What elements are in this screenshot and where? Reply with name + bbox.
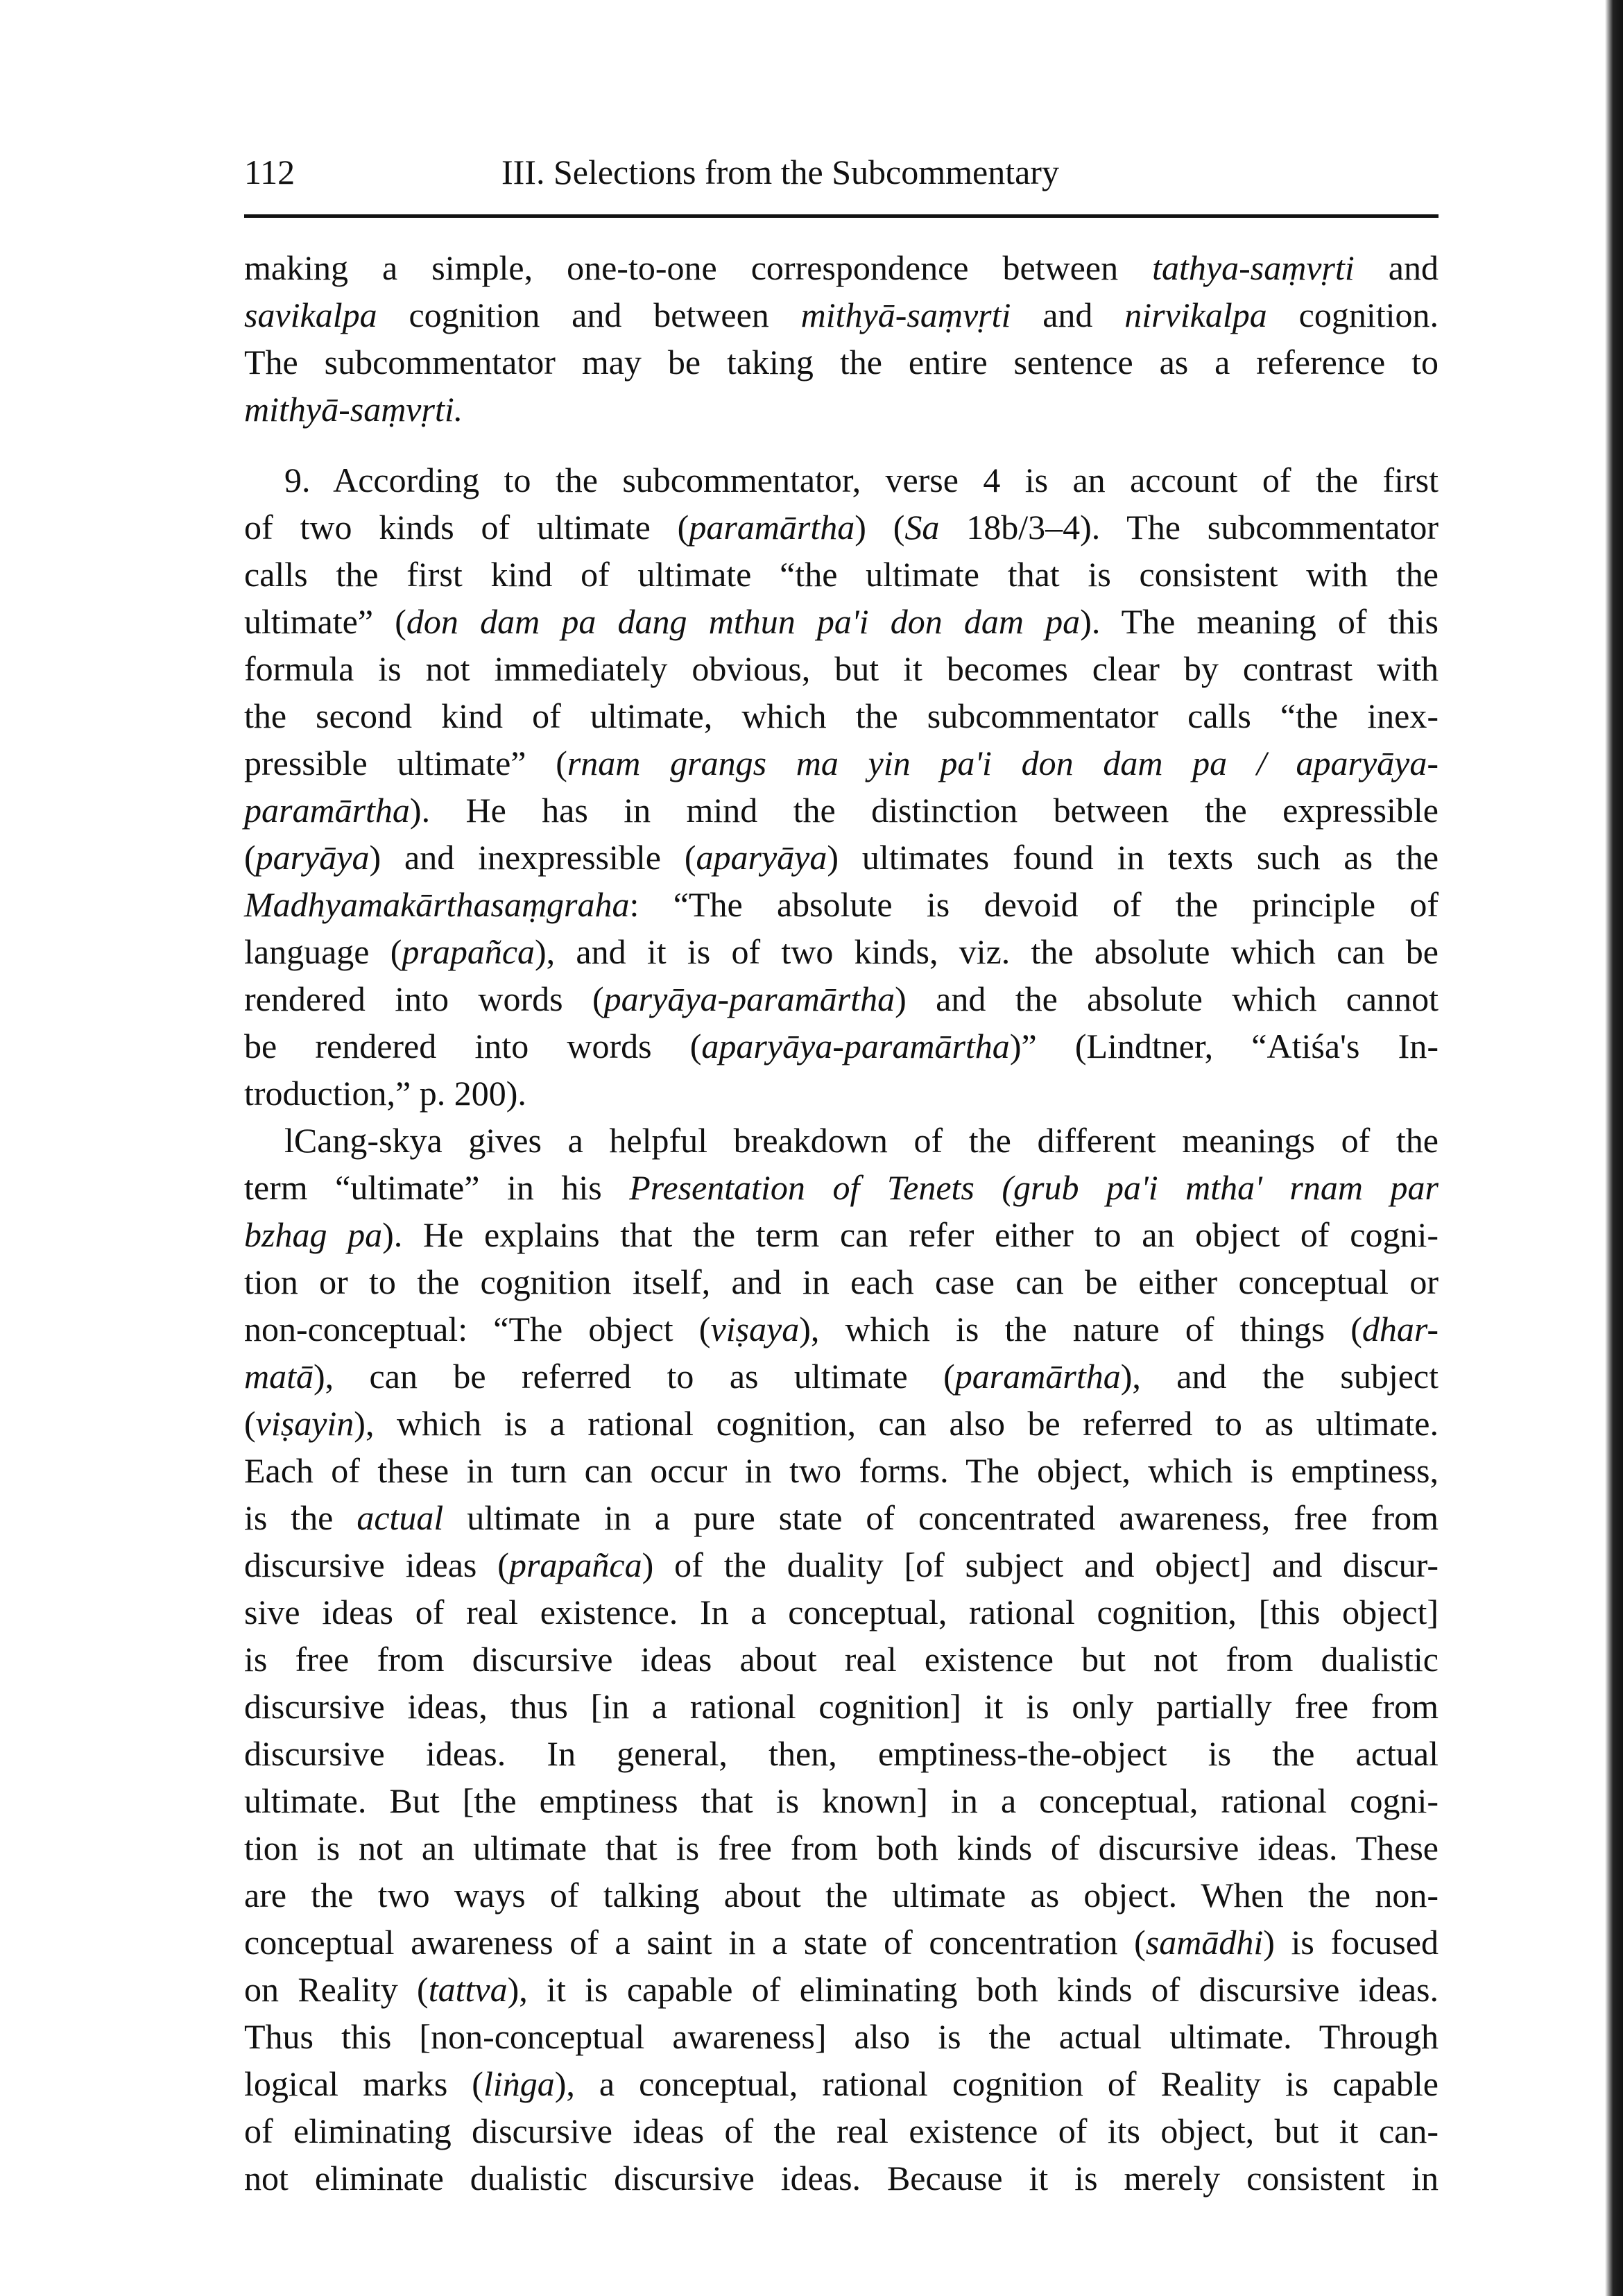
text-line — [244, 1211, 1439, 1258]
italic-term: paramārtha — [689, 508, 855, 547]
text-line — [244, 645, 1439, 692]
text-run: on Reality ( — [244, 1970, 429, 2009]
paragraph — [244, 244, 1439, 433]
text-run: making a simple, one-to-one correspondence between — [244, 248, 1153, 287]
text-line — [244, 975, 1439, 1022]
italic-term: samādhi — [1145, 1923, 1264, 1962]
text-run: the second kind of ultimate, which the subcommentator calls “the inex- — [244, 696, 1439, 735]
text-run: language ( — [244, 932, 402, 971]
text-run: ) and the absolute which cannot — [895, 979, 1439, 1018]
text-line — [244, 456, 1439, 504]
italic-term: Presentation of Tenets (grub pa'i mtha' rnam par — [629, 1168, 1439, 1207]
text-line — [244, 1117, 1439, 1164]
text-run: formula is not immediately obvious, but it becomes clear by contrast with — [244, 649, 1439, 688]
text-run: is free from discursive ideas about real existence but not from dualistic — [244, 1640, 1439, 1679]
text-line — [244, 2013, 1439, 2060]
text-line — [244, 1588, 1439, 1636]
italic-term: actual — [357, 1498, 444, 1537]
text-run: 18b/3–4). The subcommentator — [939, 508, 1439, 547]
running-title: III. Selections from the Subcommentary — [501, 153, 1059, 191]
text-run: of two kinds of ultimate ( — [244, 508, 689, 547]
text-run: ), a conceptual, rational cognition of Reality is capable — [554, 2064, 1439, 2103]
text-line — [244, 2154, 1439, 2202]
page-number: 112 — [244, 153, 295, 191]
text-line — [244, 1966, 1439, 2013]
text-line — [244, 244, 1439, 291]
text-line — [244, 1447, 1439, 1494]
text-run: ), which is the nature of things ( — [799, 1310, 1362, 1348]
text-run: cognition and between — [377, 295, 801, 334]
text-line — [244, 1730, 1439, 1777]
italic-term: savikalpa — [244, 295, 377, 334]
text-run: logical marks ( — [244, 2064, 483, 2103]
text-line — [244, 692, 1439, 739]
text-line — [244, 787, 1439, 834]
text-line — [244, 1919, 1439, 1966]
italic-term: don dam pa dang mthun pa'i don dam pa — [406, 602, 1081, 641]
text-run: ) ultimates found in texts such as the — [827, 838, 1439, 877]
text-line — [244, 1871, 1439, 1919]
text-line — [244, 386, 1439, 433]
italic-term: viṣaya — [710, 1310, 800, 1348]
text-run: Each of these in turn can occur in two forms. The object, which is emptiness, — [244, 1451, 1439, 1490]
text-line — [244, 1683, 1439, 1730]
text-line — [244, 1494, 1439, 1541]
italic-term: Sa — [904, 508, 940, 547]
italic-term: Madhyamakārthasaṃgraha — [244, 885, 630, 924]
text-run: is the — [244, 1498, 357, 1537]
italic-term: viṣayin — [255, 1404, 354, 1443]
text-line — [244, 1305, 1439, 1353]
text-run: rendered into words ( — [244, 979, 604, 1018]
text-line — [244, 881, 1439, 928]
italic-term: prapañca — [402, 932, 535, 971]
italic-term: paramārtha — [244, 791, 410, 830]
italic-term: rnam grangs ma yin pa'i don dam pa / aparyāya- — [567, 744, 1439, 782]
text-run: tion or to the cognition itself, and in each case can be either conceptual or — [244, 1262, 1439, 1301]
text-run: troduction,” p. 200). — [244, 1074, 526, 1113]
italic-term: paryāya — [255, 838, 370, 877]
text-line — [244, 739, 1439, 787]
text-line — [244, 1070, 1439, 1117]
text-line — [244, 928, 1439, 975]
text-run: ). He has in mind the distinction between the expressible — [409, 791, 1439, 830]
text-run: ) of the duality [of subject and object] and discur- — [642, 1545, 1439, 1584]
italic-term: paramārtha — [954, 1357, 1121, 1396]
text-run: ) is focused — [1263, 1923, 1439, 1962]
text-line — [244, 834, 1439, 881]
text-run: discursive ideas, thus [in a rational cognition] it is only partially free from — [244, 1687, 1439, 1726]
text-line — [244, 1353, 1439, 1400]
italic-term: prapañca — [508, 1545, 642, 1584]
text-run: ). He explains that the term can refer either to an object of cogni- — [382, 1215, 1439, 1254]
text-run: ultimate in a pure state of concentrated awareness, free from — [443, 1498, 1439, 1537]
text-line — [244, 598, 1439, 645]
text-line — [244, 291, 1439, 339]
body-text — [244, 244, 1439, 2225]
text-run: lCang-skya gives a helpful breakdown of the different meanings of the — [284, 1121, 1439, 1160]
text-run: )” (Lindtner, “Atiśa's In- — [1009, 1027, 1439, 1065]
text-line — [244, 551, 1439, 598]
text-run: be rendered into words ( — [244, 1027, 702, 1065]
header-rule — [244, 214, 1439, 218]
text-run: calls the first kind of ultimate “the ultimate that is consistent with the — [244, 555, 1439, 594]
text-run: ), can be referred to as ultimate ( — [314, 1357, 955, 1396]
italic-term: mithyā-saṃvṛti. — [244, 390, 463, 429]
text-run: conceptual awareness of a saint in a state of concentration ( — [244, 1923, 1146, 1962]
text-run: cognition. — [1266, 295, 1439, 334]
text-run: ( — [244, 1404, 256, 1443]
text-run: 9. According to the subcommentator, verse 4 is an account of the first — [284, 461, 1439, 499]
italic-term: paryāya-paramārtha — [603, 979, 895, 1018]
text-run: discursive ideas. In general, then, emptiness-the-object is the actual — [244, 1734, 1439, 1773]
text-run: ). The meaning of this — [1080, 602, 1439, 641]
text-line — [244, 339, 1439, 386]
text-run: ), it is capable of eliminating both kinds of discursive ideas. — [507, 1970, 1439, 2009]
text-run: non-conceptual: “The object ( — [244, 1310, 711, 1348]
text-line — [244, 1824, 1439, 1871]
text-line — [244, 1636, 1439, 1683]
text-run: discursive ideas ( — [244, 1545, 509, 1584]
text-run: sive ideas of real existence. In a conceptual, rational cognition, [this object] — [244, 1593, 1439, 1631]
text-run: of eliminating discursive ideas of the real existence of its object, but it can- — [244, 2111, 1439, 2150]
text-run: and — [1354, 248, 1439, 287]
italic-term: aparyāya — [696, 838, 827, 877]
italic-term: tattva — [428, 1970, 508, 2009]
italic-term: liṅga — [483, 2064, 555, 2103]
italic-term: tathya-saṃvṛti — [1152, 248, 1355, 287]
italic-term: bzhag pa — [244, 1215, 383, 1254]
italic-term: matā — [244, 1357, 314, 1396]
italic-term: dhar- — [1362, 1310, 1439, 1348]
text-run: ), and the subject — [1120, 1357, 1439, 1396]
text-run: : “The absolute is devoid of the principle of — [629, 885, 1439, 924]
text-run: ), and it is of two kinds, viz. the absolute which can be — [535, 932, 1439, 971]
paragraph — [244, 456, 1439, 1117]
text-line — [244, 1541, 1439, 1588]
text-run: ), which is a rational cognition, can also be referred to as ultimate. — [354, 1404, 1439, 1443]
text-line — [244, 1164, 1439, 1211]
scan-edge-shadow — [1605, 0, 1623, 2296]
italic-term: mithyā-saṃvṛti — [800, 295, 1011, 334]
text-line — [244, 1400, 1439, 1447]
italic-term: nirvikalpa — [1124, 295, 1267, 334]
text-line — [244, 2107, 1439, 2154]
text-run: pressible ultimate” ( — [244, 744, 567, 782]
text-run: are the two ways of talking about the ultimate as object. When the non- — [244, 1876, 1439, 1914]
text-line — [244, 504, 1439, 551]
text-run: ) and inexpressible ( — [369, 838, 696, 877]
text-run: tion is not an ultimate that is free from both kinds of discursive ideas. These — [244, 1828, 1439, 1867]
text-run: not eliminate dualistic discursive ideas. Because it is merely consistent in — [244, 2159, 1439, 2198]
text-run: Thus this [non-conceptual awareness] also is the actual ultimate. Through — [244, 2017, 1439, 2056]
text-run: ) ( — [855, 508, 905, 547]
text-run: and — [1011, 295, 1125, 334]
text-line — [244, 1258, 1439, 1305]
text-line — [244, 1022, 1439, 1070]
text-run: ultimate. But [the emptiness that is known] in a conceptual, rational cogni- — [244, 1781, 1439, 1820]
text-run: ( — [244, 838, 256, 877]
text-run: term “ultimate” in his — [244, 1168, 630, 1207]
italic-term: aparyāya-paramārtha — [701, 1027, 1010, 1065]
text-line — [244, 2060, 1439, 2107]
text-run: ultimate” ( — [244, 602, 406, 641]
paragraph — [244, 1117, 1439, 2202]
text-line — [244, 1777, 1439, 1824]
text-run: The subcommentator may be taking the entire sentence as a reference to — [244, 343, 1439, 382]
